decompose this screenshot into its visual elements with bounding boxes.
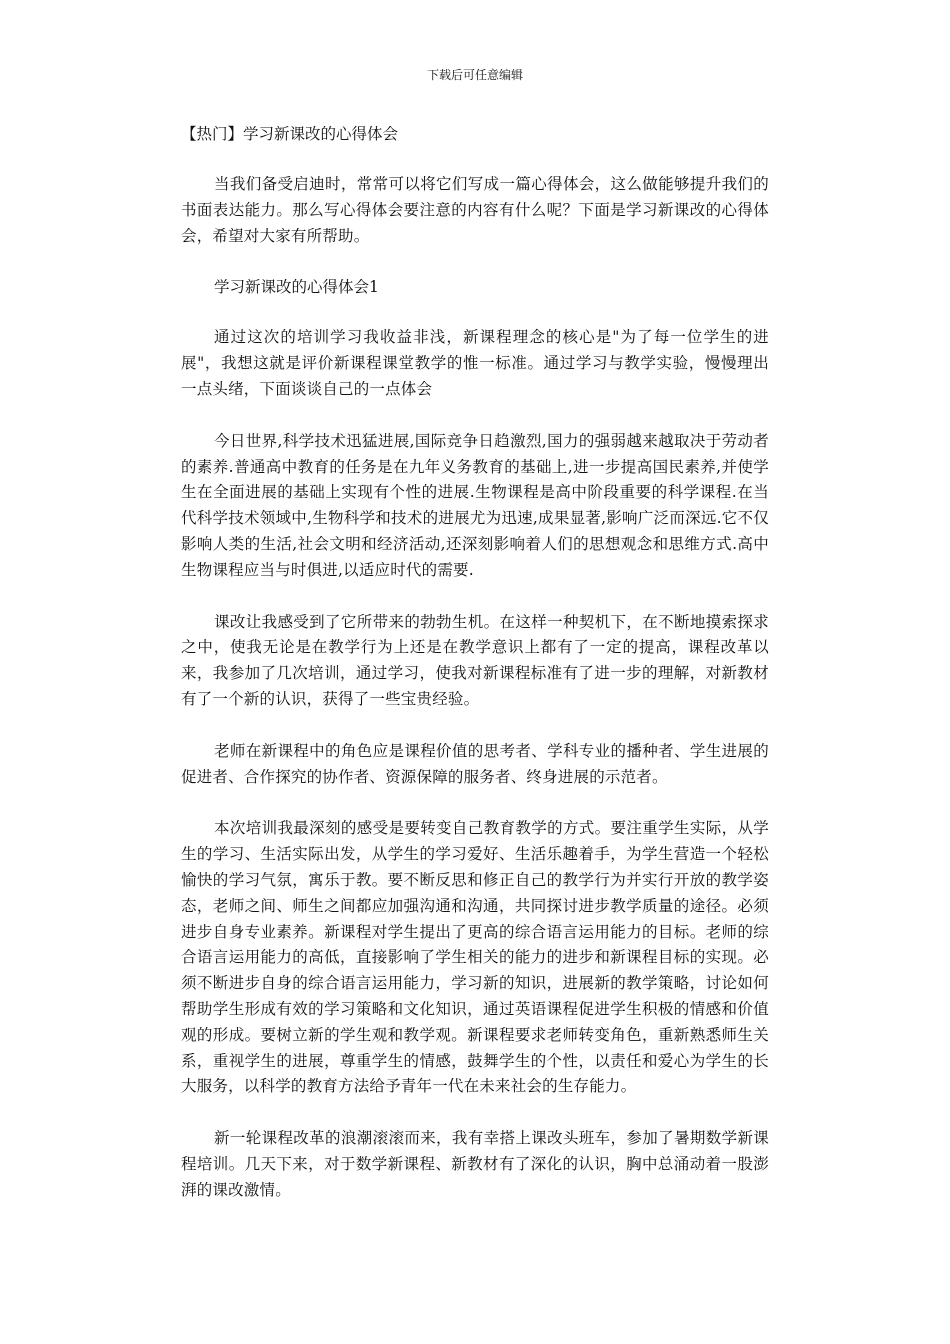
body-paragraph: 新一轮课程改革的浪潮滚滚而来，我有幸搭上课改头班车，参加了暑期数学新课程培训。几天下来，对于数学新课程、新教材有了深化的认识，胸中总涌动着一股澎湃的课改激情。 xyxy=(181,1129,769,1199)
header-note: 下载后可任意编辑 xyxy=(426,68,523,82)
body-paragraph: 今日世界,科学技术迅猛进展,国际竞争日趋激烈,国力的强弱越来越取决于劳动者的素养.普通高中教育的任务是在九年义务教育的基础上,进一步提高国民素养,并使学生在全面进展的基础上实现有个性的进展.生物课程是高中阶段重要的科学课程.在当代科学技术领域中,生物科学和技术的进展尤为迅速,成果显著,影响广泛而深远.它不仅影响人类的生活,社会文明和经济活动,还深刻影响着人们的思想观念和思维方式.高中生物课程应当与时俱进,以适应时代的需要. xyxy=(181,431,769,579)
body-paragraph: 通过这次的培训学习我收益非浅，新课程理念的核心是"为了每一位学生的进展"，我想这就是评价新课程课堂教学的惟一标准。通过学习与教学实验，慢慢理出一点头绪，下面谈谈自己的一点体会 xyxy=(181,328,769,398)
body-paragraph: 课改让我感受到了它所带来的勃勃生机。在这样一种契机下，在不断地摸索探求之中，使我无论是在教学行为上还是在教学意识上都有了一定的提高，课程改革以来，我参加了几次培训，通过学习，使我对新课程标准有了进一步的理解，对新教材有了一个新的认识，获得了一些宝贵经验。 xyxy=(181,612,769,708)
document-body xyxy=(181,122,769,1230)
document-title: 【热门】学习新课改的心得体会 xyxy=(181,125,399,143)
body-paragraph: 老师在新课程中的角色应是课程价值的思考者、学科专业的播种者、学生进展的促进者、合作探究的协作者、资源保障的服务者、终身进展的示范者。 xyxy=(181,741,769,786)
intro-paragraph: 当我们备受启迪时，常常可以将它们写成一篇心得体会，这么做能够提升我们的书面表达能力。那么写心得体会要注意的内容有什么呢？下面是学习新课改的心得体会，希望对大家有所帮助。 xyxy=(181,175,769,245)
body-paragraph: 本次培训我最深刻的感受是要转变自己教育教学的方式。要注重学生实际，从学生的学习、生活实际出发，从学生的学习爱好、生活乐趣着手，为学生营造一个轻松愉快的学习气氛，寓乐于教。要不断反思和修正自己的教学行为并实行开放的教学姿态，老师之间、师生之间都应加强沟通和沟通，共同探讨进步教学质量的途径。必须进步自身专业素养。新课程对学生提出了更高的综合语言运用能力的目标。老师的综合语言运用能力的高低，直接影响了学生相关的能力的进步和新课程目标的实现。必须不断进步自身的综合语言运用能力，学习新的知识，进展新的教学策略，讨论如何帮助学生形成有效的学习策略和文化知识，通过英语课程促进学生积极的情感和价值观的形成。要树立新的学生观和教学观。新课程要求老师转变角色，重新熟悉师生关系，重视学生的进展，尊重学生的情感，鼓舞学生的个性，以责任和爱心为学生的长大服务，以科学的教育方法给予青年一代在未来社会的生存能力。 xyxy=(181,819,769,1096)
section-heading: 学习新课改的心得体会1 xyxy=(214,278,379,297)
